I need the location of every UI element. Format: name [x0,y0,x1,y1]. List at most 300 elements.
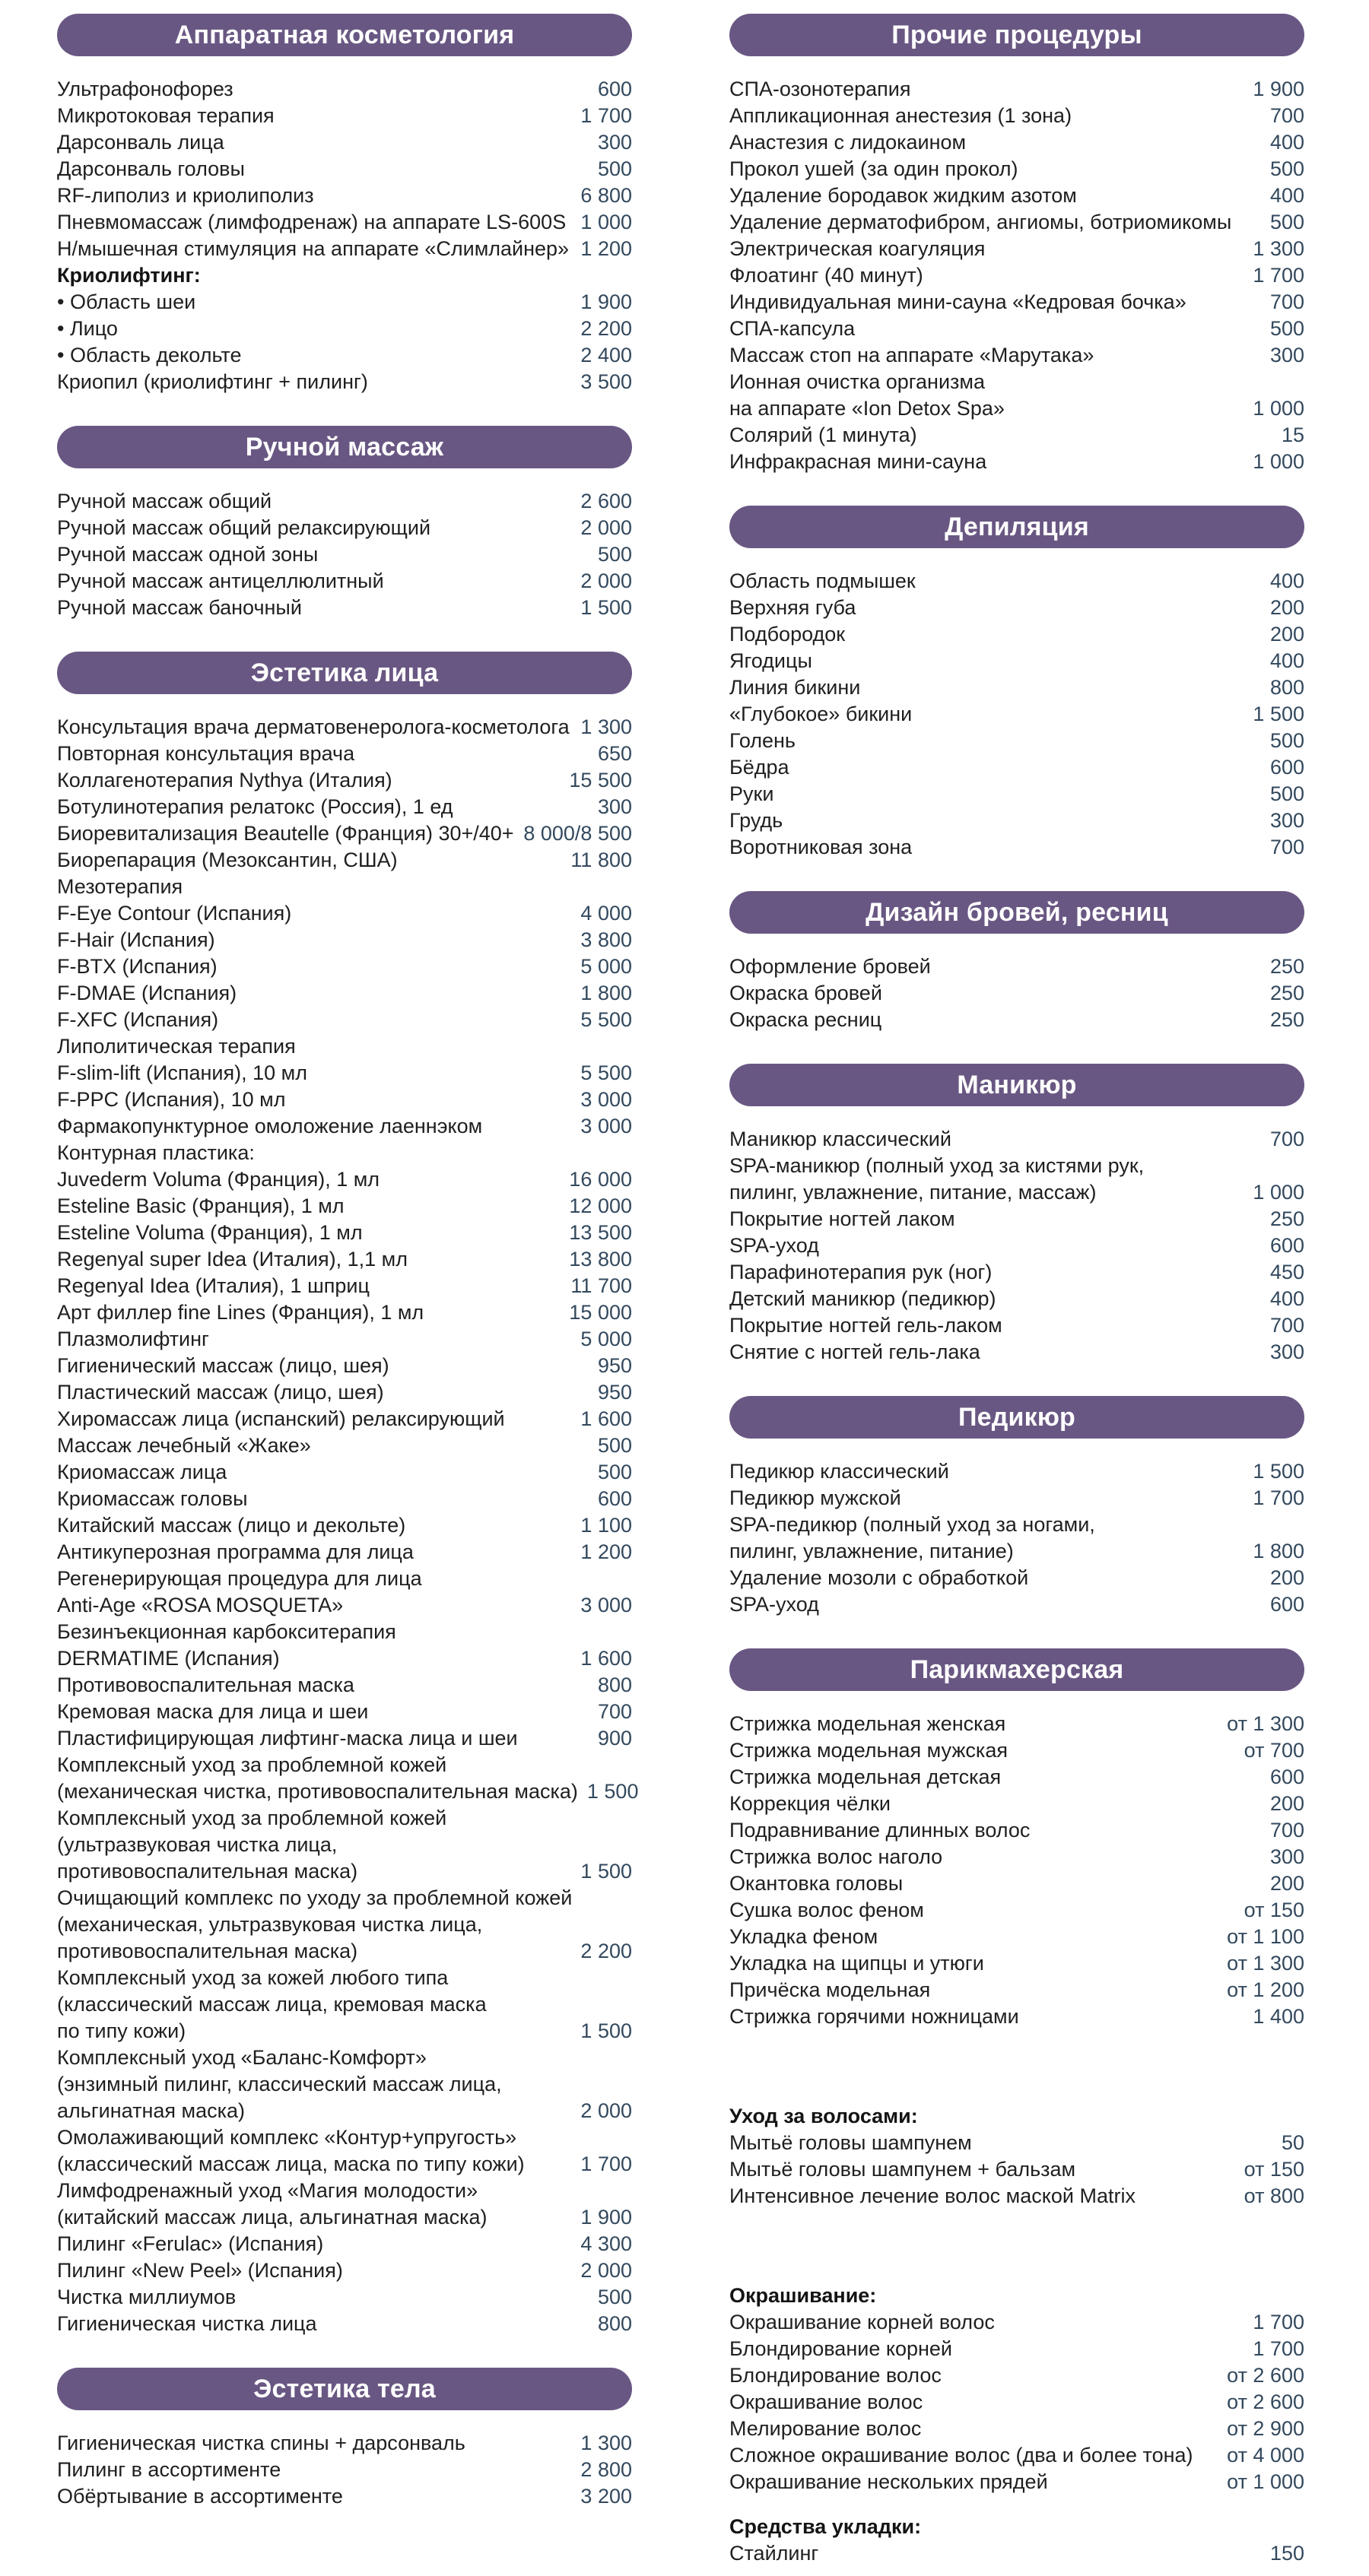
section-header: Педикюр [729,1396,1304,1439]
service-name: (ультразвуковая чистка лица, [57,1833,338,1856]
service-name: SPA-педикюр (полный уход за ногами, [729,1513,1095,1536]
service-price: 1 600 [580,1647,632,1670]
service-name: (китайский массаж лица, альгинатная маска) [57,2206,488,2229]
service-price: 500 [597,1461,632,1483]
price-row [57,1805,632,1832]
service-price: 200 [1269,1792,1304,1815]
service-name: Снятие с ногтей гель-лака [729,1340,980,1363]
service-name: Криолифтинг: [57,264,201,287]
service-price: от 2 600 [1227,2364,1304,2387]
service-price: 600 [1269,1765,1304,1788]
service-name: Пилинг «New Peel» (Испания) [57,2259,343,2282]
service-name: (энзимный пилинг, классический массаж лица, [57,2073,502,2095]
service-name: Окрашивание: [729,2284,877,2307]
service-name: Anti-Age «ROSA MOSQUETA» [57,1594,344,1616]
service-name: Контурная пластика: [57,1141,255,1164]
service-name: Грудь [729,809,783,832]
service-price: 800 [1269,676,1304,699]
service-name: Солярий (1 минута) [729,424,917,446]
service-price: 1 200 [580,1540,632,1563]
price-row [729,1870,1304,1897]
service-name: Блондирование волос [729,2364,942,2387]
service-price: от 1 300 [1227,1712,1304,1735]
service-name: SPA-уход [729,1234,819,1257]
section-header: Эстетика лица [57,652,632,694]
price-row [57,1512,632,1539]
service-name: Regenyal super Idea (Италия), 1,1 мл [57,1248,408,1271]
service-name: по типу кожи) [57,2019,186,2042]
service-price: 800 [597,1673,632,1696]
service-price: 700 [1269,836,1304,858]
spacer-row [729,2085,1304,2103]
price-row [729,209,1304,236]
price-row [729,1591,1304,1618]
service-name: F-PPC (Испания), 10 мл [57,1088,286,1111]
service-price: 500 [1269,729,1304,752]
service-price: 600 [1269,1593,1304,1616]
service-price: от 2 600 [1227,2390,1304,2413]
section [729,1648,1304,2567]
price-row [729,1791,1304,1817]
price-row [729,76,1304,103]
price-row [729,422,1304,449]
service-price: 400 [1269,649,1304,672]
service-price: 1 100 [580,1514,632,1537]
service-name: Стрижка горячими ножницами [729,2005,1019,2028]
price-row [729,2416,1304,2442]
service-price: 3 800 [580,928,632,951]
service-name: Безинъекционная карбокситерапия [57,1620,396,1643]
price-row [57,847,632,874]
service-name: Сушка волос феном [729,1899,924,1921]
service-name: Н/мышечная стимуляция на аппарате «Слимлайнер» [57,237,570,260]
section [57,2368,632,2510]
service-price: 300 [597,131,632,154]
service-name: Пилинг «Ferulac» (Испания) [57,2232,324,2255]
price-row [57,156,632,182]
price-row [729,316,1304,342]
section [729,14,1304,475]
service-price: 200 [1269,1872,1304,1895]
service-price: 2 400 [580,344,632,366]
service-name: Ручной массаж одной зоны [57,543,319,566]
price-row [57,767,632,794]
spacer-row [729,2228,1304,2246]
service-price: 500 [597,543,632,566]
price-row [729,395,1304,422]
price-row [57,1699,632,1725]
price-row [57,1299,632,1326]
price-row [729,1458,1304,1485]
spacer-row [729,2067,1304,2085]
section-header: Прочие процедуры [729,14,1304,56]
price-row [57,2257,632,2284]
price-row [729,2336,1304,2362]
service-price: 150 [1269,2542,1304,2565]
service-price: 15 [1281,424,1304,446]
section-rows [729,1711,1304,2567]
service-price: 600 [597,1487,632,1510]
price-row [729,236,1304,262]
service-name: Биоревитализация Beautelle (Франция) 30+/40+ [57,822,514,845]
price-row [729,1977,1304,2003]
price-row [729,1153,1304,1179]
service-price: 5 000 [580,955,632,978]
service-price: 500 [1269,782,1304,805]
service-name: (классический массаж лица, кремовая маска [57,1993,487,2016]
service-name: СПА-озонотерапия [729,78,911,100]
price-row [729,262,1304,289]
section-rows [729,1126,1304,1366]
service-price: 1 000 [1253,1181,1304,1204]
service-price: 12 000 [569,1194,632,1217]
price-row [57,1140,632,1166]
service-price: 1 500 [580,1860,632,1883]
service-name: Окантовка головы [729,1872,904,1895]
service-name: Пластифицирующая лифтинг-маска лица и шеи [57,1727,518,1750]
service-price: 1 900 [580,2206,632,2229]
price-row [57,980,632,1007]
section-rows [57,2430,632,2510]
section-rows [729,568,1304,861]
service-price: 200 [1269,623,1304,646]
price-row [57,1193,632,1220]
price-row [729,2183,1304,2210]
price-row [57,236,632,262]
service-name: Маникюр классический [729,1128,951,1150]
price-row [57,1885,632,1911]
service-name: Микротоковая терапия [57,104,275,127]
service-name: Окраска бровей [729,982,882,1004]
price-row [57,1832,632,1858]
service-price: 4 300 [580,2232,632,2255]
service-name: F-XFC (Испания) [57,1008,219,1031]
service-name: Флоатинг (40 минут) [729,264,923,287]
price-row [57,289,632,316]
section-header: Ручной массаж [57,426,632,468]
price-row [57,1246,632,1273]
service-price: 1 400 [1253,2005,1304,2028]
service-price: 2 000 [580,569,632,592]
service-price: 3 000 [580,1088,632,1111]
service-name: Очищающий комплекс по уходу за проблемной кожей [57,1886,573,1909]
service-price: 600 [597,78,632,100]
service-name: Гигиеническая чистка лица [57,2312,317,2335]
price-row [729,2469,1304,2495]
service-name: противовоспалительная маска) [57,1860,358,1883]
price-row [57,927,632,953]
price-row [729,1817,1304,1844]
spacer-row [729,2246,1304,2264]
price-row [729,2362,1304,2389]
price-row [57,1938,632,1965]
service-name: Уход за волосами: [729,2105,918,2127]
service-name: Укладка феном [729,1925,878,1948]
service-name: Антикуперозная программа для лица [57,1540,414,1563]
service-name: (механическая чистка, противовоспалительная маска) [57,1780,578,1803]
service-price: 50 [1281,2131,1304,2154]
service-price: 400 [1269,1287,1304,1310]
service-price: 3 200 [580,2485,632,2508]
service-name: Китайский массаж (лицо и декольте) [57,1514,406,1537]
service-price: 2 200 [580,317,632,340]
service-price: 1 500 [580,2019,632,2042]
price-row [729,781,1304,807]
service-name: Педикюр классический [729,1460,949,1483]
service-name: Стрижка модельная мужская [729,1739,1008,1762]
price-row [729,1339,1304,1366]
service-price: 2 000 [580,2099,632,2122]
price-row [729,2156,1304,2183]
service-name: F-BTX (Испания) [57,955,218,978]
service-name: Ручной массаж общий релаксирующий [57,516,431,539]
service-name: Омолаживающий комплекс «Контур+упругость» [57,2126,517,2149]
service-name: Стрижка волос наголо [729,1845,943,1868]
service-name: Биорепарация (Мезоксантин, США) [57,849,398,871]
service-price: 700 [1269,290,1304,313]
service-price: 250 [1269,955,1304,978]
price-row [57,1911,632,1938]
service-price: 600 [1269,756,1304,779]
price-row [729,754,1304,781]
service-price: 1 500 [1253,1460,1304,1483]
service-price: 300 [1269,809,1304,832]
price-row [57,2231,632,2257]
service-price: 1 700 [1253,1486,1304,1509]
section-rows [57,488,632,621]
price-row [729,807,1304,834]
price-row [729,1126,1304,1153]
service-name: Интенсивное лечение волос маской Matrix [729,2184,1136,2207]
price-row [729,1897,1304,1924]
service-name: Хиромассаж лица (испанский) релаксирующий [57,1407,505,1430]
service-name: Комплексный уход за кожей любого типа [57,1966,449,1989]
price-row [57,2151,632,2178]
price-row [729,1512,1304,1538]
price-row [57,541,632,568]
service-price: 700 [1269,1314,1304,1337]
service-price: 200 [1269,596,1304,619]
service-price: 1 200 [580,237,632,260]
section-header: Эстетика тела [57,2368,632,2410]
service-name: Криопил (криолифтинг + пилинг) [57,370,368,393]
service-name: Педикюр мужской [729,1486,901,1509]
service-price: 650 [597,742,632,765]
service-price: 2 800 [580,2458,632,2481]
service-name: (классический массаж лица, маска по типу кожи) [57,2152,525,2175]
service-name: Мелирование волос [729,2417,922,2440]
price-row [57,209,632,236]
price-row [57,76,632,103]
price-row [57,129,632,156]
price-row [57,1539,632,1566]
service-name: Плазмолифтинг [57,1328,209,1350]
service-name: SPA-маникюр (полный уход за кистями рук, [729,1154,1145,1177]
price-row [57,1619,632,1645]
service-name: Анастезия с лидокаином [729,131,967,154]
service-name: Комплексный уход за проблемной кожей [57,1807,447,1829]
service-price: 250 [1269,1207,1304,1230]
service-price: 5 500 [580,1008,632,1031]
service-name: Чистка миллиумов [57,2286,237,2308]
price-row [57,1087,632,1113]
section [729,891,1304,1033]
service-name: Подбородок [729,623,846,646]
service-price: от 1 000 [1227,2470,1304,2493]
service-price: 1 900 [1253,78,1304,100]
service-name: Оформление бровей [729,955,931,978]
service-name: Ягодицы [729,649,812,672]
service-name: пилинг, увлажнение, питание) [729,1540,1014,1562]
service-name: Комплексный уход за проблемной кожей [57,1753,447,1776]
service-price: от 4 000 [1227,2444,1304,2467]
service-name: (механическая, ультразвуковая чистка лица, [57,1913,483,1936]
service-name: Противовоспалительная маска [57,1673,354,1696]
section-header: Маникюр [729,1064,1304,1106]
section [729,1396,1304,1618]
service-name: Окрашивание нескольких прядей [729,2470,1048,2493]
section-rows [57,76,632,395]
service-name: Дарсонваль головы [57,157,245,180]
price-row [729,1485,1304,1512]
service-name: Индивидуальная мини-сауна «Кедровая бочка» [729,290,1186,313]
price-row [57,741,632,767]
price-row [729,2540,1304,2567]
price-row [57,1113,632,1140]
price-row [57,1965,632,1991]
price-row [57,568,632,595]
service-name: Детский маникюр (педикюр) [729,1287,996,1310]
service-name: Регенерирующая процедура для лица [57,1567,422,1590]
service-price: 300 [1269,1340,1304,1363]
service-price: 5 500 [580,1061,632,1084]
service-price: 1 700 [1253,2337,1304,2360]
price-row [729,1737,1304,1764]
service-name: Причёска модельная [729,1978,931,2001]
service-name: • Область декольте [57,344,242,366]
price-row [57,1033,632,1060]
service-price: 15 500 [569,769,632,792]
service-name: Удаление дерматофибром, ангиомы, ботриомикомы [729,211,1232,233]
section [729,506,1304,861]
service-name: Покрытие ногтей гель-лаком [729,1314,1002,1337]
service-name: Область подмышек [729,569,916,592]
service-price: 1 700 [580,2152,632,2175]
service-name: пилинг, увлажнение, питание, массаж) [729,1181,1097,1204]
service-name: Regenyal Idea (Италия), 1 шприц [57,1274,370,1297]
service-name: Фармакопунктурное омоложение лаеннэком [57,1115,483,1137]
price-row [729,1538,1304,1565]
service-name: Ручной массаж баночный [57,596,302,619]
service-name: Гигиенический массаж (лицо, шея) [57,1354,389,1377]
price-row [729,2103,1304,2130]
service-name: Лимфодренажный уход «Магия молодости» [57,2179,478,2202]
service-name: Блондирование корней [729,2337,952,2360]
price-row [57,1459,632,1486]
price-row [729,156,1304,182]
service-name: Пилинг в ассортименте [57,2458,281,2481]
service-price: 1 900 [580,290,632,313]
price-row [729,621,1304,648]
price-row [57,515,632,541]
price-row [57,262,632,289]
service-price: от 2 900 [1227,2417,1304,2440]
service-name: Esteline Basic (Франция), 1 мл [57,1194,345,1217]
price-row [57,714,632,741]
service-name: Липолитическая терапия [57,1035,296,1058]
service-name: Комплексный уход «Баланс-Комфорт» [57,2046,427,2069]
service-price: 500 [1269,157,1304,180]
price-row [57,1592,632,1619]
section-rows [729,76,1304,475]
service-name: Обёртывание в ассортименте [57,2485,343,2508]
service-name: Укладка на щипцы и утюги [729,1952,984,1975]
service-name: Гигиеническая чистка спины + дарсонваль [57,2432,465,2454]
price-row [57,1379,632,1406]
price-row [729,595,1304,621]
price-row [729,1312,1304,1339]
price-row [57,2457,632,2483]
service-price: 500 [1269,317,1304,340]
service-name: Криомассаж головы [57,1487,248,1510]
price-row [729,1007,1304,1033]
service-name: СПА-капсула [729,317,856,340]
price-row [57,1432,632,1459]
service-price: 13 800 [569,1248,632,1271]
service-price: 1 500 [1253,703,1304,725]
price-row [729,342,1304,369]
section-header: Депиляция [729,506,1304,548]
service-name: Криомассаж лица [57,1461,227,1483]
service-name: Окрашивание волос [729,2390,923,2413]
price-row [57,2098,632,2124]
price-row [729,129,1304,156]
price-row [57,2311,632,2337]
price-row [57,2124,632,2151]
service-price: 500 [597,157,632,180]
service-name: Дарсонваль лица [57,131,224,154]
service-name: Парафинотерапия рук (ног) [729,1261,993,1283]
service-price: 400 [1269,569,1304,592]
section [57,14,632,395]
price-row [57,1645,632,1672]
service-name: DERMATIME (Испания) [57,1647,280,1670]
service-name: Электрическая коагуляция [729,237,986,260]
service-price: от 1 200 [1227,1978,1304,2001]
service-name: Ионная очистка организма [729,370,985,393]
service-name: RF-липолиз и криолиполиз [57,184,314,207]
service-name: Консультация врача дерматовенеролога-косметолога [57,715,570,738]
price-row [729,834,1304,861]
price-row [729,568,1304,595]
service-price: от 150 [1244,1899,1304,1921]
price-row [57,2178,632,2204]
service-name: Повторная консультация врача [57,742,355,765]
price-row [729,289,1304,316]
service-price: 4 000 [580,902,632,925]
price-row [57,2071,632,2098]
price-row [57,2483,632,2510]
spacer-row [729,2048,1304,2067]
service-name: Воротниковая зона [729,836,913,858]
service-name: Удаление бородавок жидким азотом [729,184,1077,207]
price-row [57,182,632,209]
service-name: • Лицо [57,317,118,340]
section-header: Дизайн бровей, ресниц [729,891,1304,934]
service-price: 500 [1269,211,1304,233]
price-row [57,794,632,820]
service-price: 300 [597,795,632,818]
